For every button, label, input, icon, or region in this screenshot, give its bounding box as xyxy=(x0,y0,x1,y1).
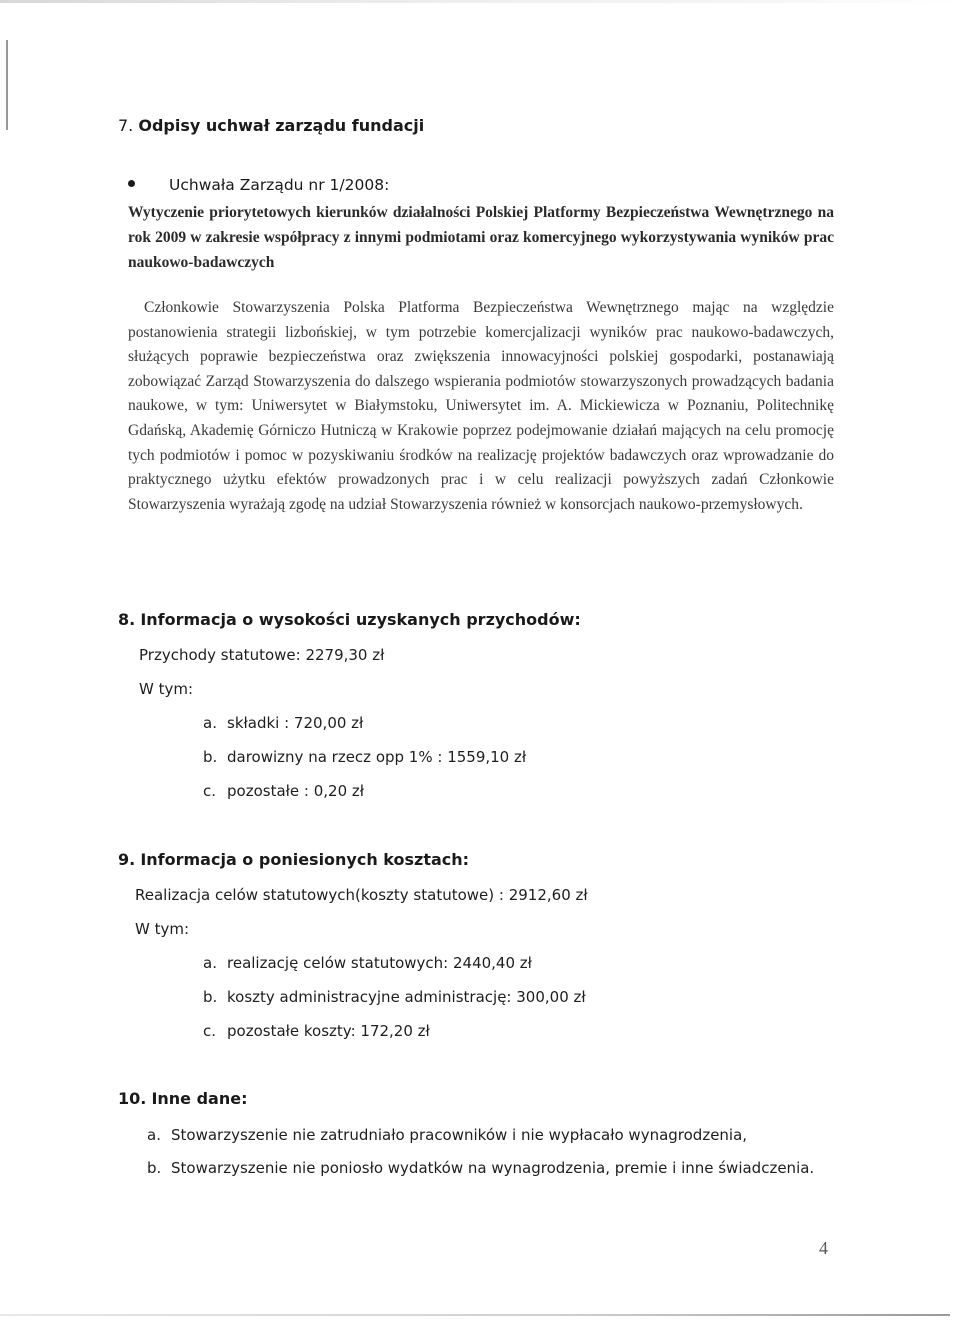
scan-edge-bottom xyxy=(0,1314,950,1316)
other-item-text: Stowarzyszenie nie zatrudniało pracowników i nie wypłacało wynagrodzenia, xyxy=(171,1126,748,1144)
section-9-title: Informacja o poniesionych kosztach: xyxy=(140,850,470,869)
revenue-item-letter: b. xyxy=(203,748,218,766)
section-8-heading xyxy=(118,610,581,629)
cost-item-letter: a. xyxy=(203,954,217,972)
section-8-number: 8. xyxy=(118,610,136,629)
revenue-item-letter: a. xyxy=(203,714,217,732)
revenue-in-which: W tym: xyxy=(139,680,194,698)
resolution-label: Uchwała Zarządu nr 1/2008: xyxy=(169,176,390,194)
other-item-letter: a. xyxy=(147,1126,161,1144)
page-number: 4 xyxy=(819,1238,828,1258)
other-item-text: Stowarzyszenie nie poniosło wydatków na wynagrodzenia, premie i inne świadczenia. xyxy=(171,1159,815,1177)
cost-item-text: koszty administracyjne administrację: 300,00 zł xyxy=(227,988,586,1006)
other-item xyxy=(147,1126,747,1144)
revenue-item-text: darowizny na rzecz opp 1% : 1559,10 zł xyxy=(227,748,527,766)
cost-item-text: pozostałe koszty: 172,20 zł xyxy=(227,1022,430,1040)
bullet-icon xyxy=(128,180,135,187)
resolution-title: Wytyczenie priorytetowych kierunków działalności Polskiej Platformy Bezpieczeństwa Wewnętrznego na rok 2009 w zakresie współpracy z innymi podmiotami oraz komercyjnego wykorzystywania wyników prac naukowo-badawczych xyxy=(128,204,834,271)
cost-item xyxy=(203,1022,430,1040)
scan-edge-left xyxy=(6,40,8,130)
cost-item xyxy=(203,954,532,972)
revenue-item xyxy=(203,748,526,766)
other-item-letter: b. xyxy=(147,1159,162,1177)
cost-item-letter: b. xyxy=(203,988,218,1006)
revenue-item xyxy=(203,714,363,732)
section-10-title: Inne dane: xyxy=(151,1089,248,1108)
resolution-label-line xyxy=(128,176,389,194)
scan-edge-top xyxy=(0,0,960,3)
costs-summary: Realizacja celów statutowych(koszty statutowe) : 2912,60 zł xyxy=(135,886,588,904)
cost-item xyxy=(203,988,586,1006)
revenue-item-text: składki : 720,00 zł xyxy=(227,714,364,732)
cost-item-letter: c. xyxy=(203,1022,217,1040)
section-9-heading xyxy=(118,850,469,869)
section-8-title: Informacja o wysokości uzyskanych przychodów: xyxy=(140,610,581,629)
revenue-item-letter: c. xyxy=(203,782,217,800)
section-10-number: 10. xyxy=(118,1089,147,1108)
revenue-item xyxy=(203,782,364,800)
section-9-number: 9. xyxy=(118,850,136,869)
section-7-number: 7. xyxy=(118,116,134,135)
section-7-title: Odpisy uchwał zarządu fundacji xyxy=(138,116,425,135)
revenue-item-text: pozostałe : 0,20 zł xyxy=(227,782,365,800)
resolution-body: Członkowie Stowarzyszenia Polska Platforma Bezpieczeństwa Wewnętrznego mając na względzie postanowienia strategii lizbońskiej, w tym potrzebie komercjalizacji wyników prac naukowo-badawczych, służących poprawie bezpieczeństwa oraz zwiększenia innowacyjności polskiej gospodarki, postanawiają zobowiązać Zarząd Stowarzyszenia do dalszego wspierania podmiotów stowarzyszonych prowadzących badania naukowe, w tym: Uniwersytet w Białymstoku, Uniwersytet im. A. Mickiewicza w Poznaniu, Politechnikę Gdańską, Akademię Górniczo Hutniczą w Krakowie poprzez podejmowanie działań mających na celu promocję tych podmiotów i pomoc w pozyskiwaniu środków na realizację projektów badawczych oraz wprowadzanie do praktycznego użytku efektów prowadzonych prac i w celu realizacji powyższych zadań Członkowie Stowarzyszenia wyrażają zgodę na udział Stowarzyszenia również w konsorcjach naukowo-przemysłowych. xyxy=(128,299,834,513)
other-item xyxy=(147,1159,814,1177)
costs-in-which: W tym: xyxy=(135,920,190,938)
section-7-heading xyxy=(118,116,424,135)
section-10-heading xyxy=(118,1089,247,1108)
cost-item-text: realizację celów statutowych: 2440,40 zł xyxy=(227,954,532,972)
revenue-summary: Przychody statutowe: 2279,30 zł xyxy=(139,646,385,664)
